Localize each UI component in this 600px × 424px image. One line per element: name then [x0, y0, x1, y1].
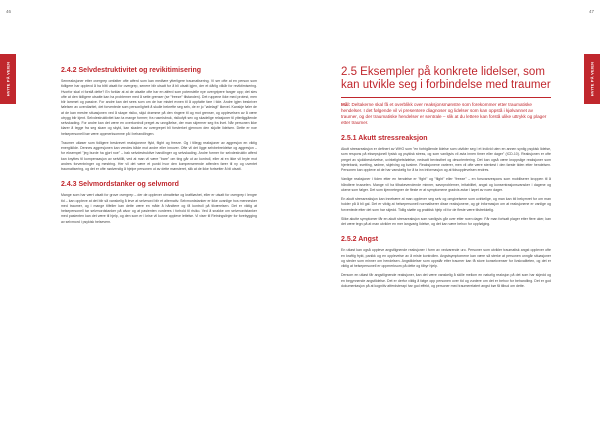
lead-label: Mål:	[341, 102, 351, 107]
right-page	[300, 0, 600, 424]
paragraph: Traumer utløser som tidligere beskrevet reaksjonene flykt, flight og freeze. Og i tillegg reaksjoner av aggresjon en viktig energikilde. Dennes aggresjonen kan vendes både mot andre eller innover. Ofte vil det ligge selvbebreidelse og aggresjon – for eksempel "jeg burde ha gjort noe" – bak selvdestruktive handlinger og selvskading. Andre former for selvdestruktiv atferd kan knyttes til kompensasjon av selvtillit, ved at man vil være "bare" om ting går ut av kontroll, eller at en ikke vil bryte mot andres forventninger og mestring. Her vil det være et punkt hvor den kompenserende atferden fører til ny og uventet traumatisering, og det er ofte nødvendig å hjelpe personen ut av dette mønsteret, slik at de ikke fortsetter å bli utsatt.	[61, 140, 257, 171]
paragraph: Dersom en utløst får angstlignende reaksjoner, kan det være vanskelig å skille mellom en naturlig reaksjon på det som har skjedd og en begynnende angstlidelse. Det er derfor viktig å følge opp personen over tid og vurdere om det er behov for behandling. Det er god dokumentasjon på at kognitiv atferdsterapi har god effekt, og personer med traumerelatert angst bør få tilbud om dette.	[341, 273, 551, 288]
paragraph: Senreaksjoner etter overgrep omfatter ofte atferd som kan medføre ytterligere traumatisering. Vi ser ofte at en person som tidligere har opplevd å ha blitt utsatt for overgrep, senere blir utsatt for å bli utsatt igjen, der et dårlig vilkår for reviktimisering. Hvorfor skal vi forstå dette? En forklar at at de utsatte ofte har en atferd som potensielle nye overgripere fanger opp; det sies ofte at den tidligere utsatte kan ha problemer med å sette grenser (se "freeze" tilstanden). Det ruppene ikke med protest, men blir lammet og passive. For andre kan det sees som om de har mistet evnen til å oppfatte fare i tide. Andre igjen beskriver følelsen av uverdiaritet, det forventede som personligheit å skulle bekrefte seg selv, de er jo "ødelagt" likevel. Kanskje føler de at de kan mestre situasjonen ved å skape risiko, skjul drømme på den ringere til og mot grenser, og opplevelsen av å være utrygg blir kjent. Selvdestruktivitet kan ta mange former; fra rusmisbruk, risikofylt sex og skadelige relasjoner til ytterliggående selvskading. For andre kan det være en overkontroll preget av unngåelse, der man skjermer seg fra livet. Når personen ikke klarer å legge fra seg skam og skyld, kan skaden av overgrepet bli forsterket gjennom den skjulte lidelsen. Dette er noe helsepersonell bør være oppmerksomme på i behandlingen.	[61, 79, 257, 136]
page-number-left: 46	[6, 9, 12, 14]
paragraph: En akutt stressreaksjon kan innebære at man opplever seg selv og omgivelsene som uvirkelige, og man kan bli bekymret for om man holder på å bli gal. Det er viktig at helsepersonell normaliserer disse reaksjonene, og gir informasjon om at reaksjonene er vanlige og forventede etter det som har skjedd. Tidlig støtte og praktisk hjelp vil for de fleste være tilstrekkelig.	[341, 197, 551, 212]
section-heading-2-5-2: 2.5.2 Angst	[341, 236, 379, 244]
paragraph: En utløst kan også oppleve angstlignende reaksjoner i form av vedvarende uro. Personer som utvikler traumatisk angst opplever ofte en kraftig frykt, panikk og en opplevelse av å miste kontrollen. Angstsymptomene kan være så sterke at personen unngår situasjoner og steder som minner om hendelsen. Angstlidelser som oppstår etter traumer kan få store konsekvenser for livskvaliteten, og det er viktig at helsepersonell er oppmerksom på dette og tilbyr hjelp.	[341, 248, 551, 268]
paragraph: Akutt stressreaksjon er definert av WHO som "en forbigående lidelse som utvikler seg i et individ uten en annen synlig psykisk lidelse, som respons på eksepsjonell fysisk og psykisk stress, og som vanligvis vil avta innen timer eller dager" (ICD-10). Reaksjonen er ofte preget av sjokkbeskrivelse, uvirkelighetsfølelse, nedsatt bevissthet og desorientering. Det kan også være kroppslige reaksjoner som hjertebank, svetting, rødme, skjelving og kvalme. Reaksjonene varierer, men vil ofte være sterkest i den første tiden etter hendelsen. Personen kan oppleve at de har vanskelig for å ta inn informasjon og at tidsopplevelsen endres.	[341, 147, 551, 172]
chapter-title: 2.5 Eksempler på konkrete lidelser, som kan utvikle seg i forbindelse med traumer	[341, 66, 551, 91]
lead-paragraph	[341, 102, 551, 126]
section-heading-2-4-3: 2.4.3 Selvmordstanker og selvmord	[61, 181, 179, 189]
lead-text: Deltakerne skal få et overblikk over reaksjonsmønstre som forekommer etter traumatiske hendelser. I det følgende vil vi presentere diagnoser og lidelser som kan oppstå i kjølvannet av traumer, og der traumatiske hendelser er sentrale – slik at du lettere kan forstå ulike uttrykk og plager etter traumer.	[341, 102, 547, 125]
side-tab-left-label: HVITE PÅ VEIEN	[5, 61, 11, 97]
title-divider	[341, 97, 551, 98]
side-tab-right-label: HVITE PÅ VEIEN	[589, 61, 595, 97]
section-heading-2-5-1: 2.5.1 Akutt stressreaksjon	[341, 135, 428, 142]
paragraph: Slike akutte symptomer får en akutt stressreaksjon som vanligvis går over etter noen dager. Får man fortsatt plager etter flere uker, kan det være tegn på at man utvikler en mer langvarig lidelse, og det kan være behov for oppfølging.	[341, 216, 551, 226]
paragraph: Mange som har vært utsatt for grove overgrep – der de opplever utmattelse og kraftløshet, eller er utsatt for overgrep i lengre tid – kan oppleve at det blir så vanskelig å leve at selvmord blir et alternativ. Selvmordstanker er ikke uvanlige hos mennesker med traumer, og i mange tilfeller kan dette være en måte å håndtere og få kontroll på tilværelsen. Det er viktig at helsepersonell tar selvmordstanker på alvor og at pasienten vurderes i forhold til risiko. Ved å snakke om selvmordstanker med pasienten kan det være til hjelp, og den som er i krise vil kunne oppleve lettelse. Vi viser til Retningslinjer for forebygging av selvmord i psykisk helsevern.	[61, 193, 257, 224]
right-column	[341, 66, 551, 289]
page-number-right: 47	[588, 9, 594, 14]
left-column	[61, 66, 257, 225]
side-tab-right[interactable]	[584, 54, 600, 104]
side-tab-left[interactable]	[0, 54, 16, 104]
paragraph: Vanlige reaksjoner i tiden etter en hendelse er "fight" og "flight" eller "freeze" – en forsvarsrespons som mobiliserer kroppen til å håndtere trusselen. Mange vil ha tilbakevendende minner, søvnproblemer, irritabilitet, angst og konsentrasjonsvansker i dagene og ukene som følger. Det som kjennetegner de fleste er at symptomene gradvis avtar i løpet av noen dager.	[341, 177, 551, 192]
section-heading-2-4-2: 2.4.2 Selvdestruktivitet og revikitimisering	[61, 67, 202, 74]
